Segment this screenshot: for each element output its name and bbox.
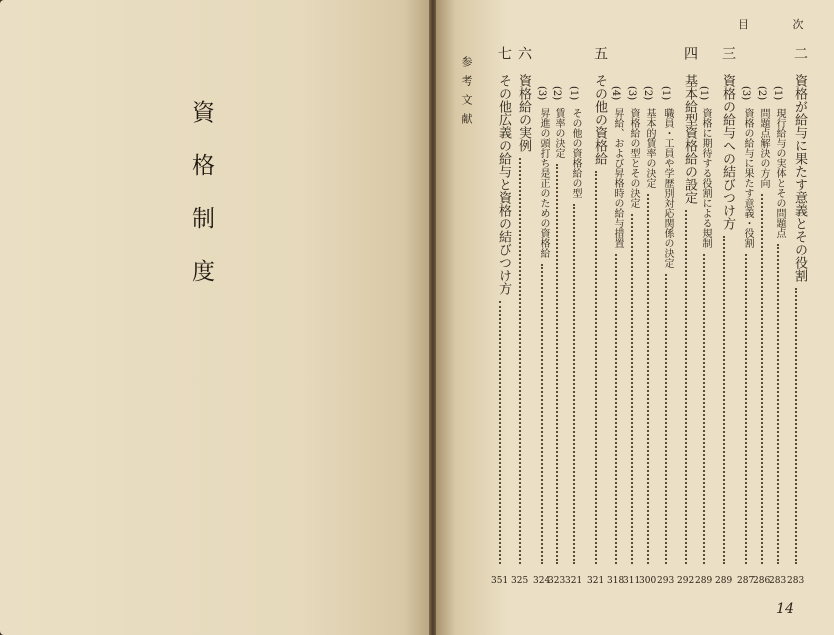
toc-entry-title: 資格の給与への結びつけ方 <box>720 74 735 230</box>
page-number: 14 <box>776 601 794 617</box>
toc-page-number: 321 <box>587 576 605 586</box>
toc-leader <box>519 158 521 564</box>
toc-entry-number: (1) <box>698 86 709 101</box>
toc-page-number: 300 <box>639 576 657 586</box>
toc-entry-title: 昇給、および昇格時の給与措置 <box>612 108 623 248</box>
toc-entry-title: 賃率の決定 <box>553 108 564 158</box>
toc-entry-number: (1) <box>772 86 783 101</box>
toc-entry-number: (1) <box>660 86 671 101</box>
toc-entry-title: 問題点解決の方向 <box>758 108 769 188</box>
toc-entry-title: 昇進の頭打ち是正のための資格給 <box>538 108 549 258</box>
toc-leader <box>723 236 725 564</box>
toc-entry-number: (1) <box>568 86 579 101</box>
toc-entry-title: 資格給の実例 <box>516 74 531 152</box>
toc-page-number: 321 <box>565 576 583 586</box>
toc-entry-title: その他の資格給の型 <box>570 108 581 198</box>
part-title: 資格制度 <box>188 100 214 312</box>
toc-page-number: 323 <box>548 576 566 586</box>
toc-leader <box>615 254 617 564</box>
toc-entry-number: (3) <box>740 86 751 101</box>
toc-page-number: 289 <box>695 576 713 586</box>
toc-entry-title: 参考文献 <box>460 56 473 132</box>
toc-entry-number: 四 <box>682 46 698 60</box>
toc-leader <box>499 301 501 564</box>
toc-entry-number: (2) <box>756 86 767 101</box>
toc-page-number: 318 <box>607 576 625 586</box>
toc-entry-number: (4) <box>610 86 621 101</box>
toc-leader <box>647 194 649 564</box>
toc-page-number: 283 <box>787 576 805 586</box>
toc-page-number: 293 <box>657 576 675 586</box>
toc-entry-number: 七 <box>496 46 512 60</box>
toc-page-number: 292 <box>677 576 695 586</box>
toc-entry-number: 六 <box>516 46 532 60</box>
toc-leader <box>665 274 667 564</box>
toc-leader <box>745 254 747 564</box>
toc-page-number: 311 <box>623 576 641 586</box>
toc-entry-title: 職員・工員や学歴別対応関係の決定 <box>662 108 673 268</box>
toc-page-number: 287 <box>737 576 755 586</box>
toc-leader <box>703 254 705 564</box>
toc-leader <box>631 214 633 564</box>
toc-entry-title: 資格に期待する役割による規制 <box>700 108 711 248</box>
toc-page-number: 324 <box>533 576 551 586</box>
toc-page-number: 325 <box>511 576 529 586</box>
toc-leader <box>541 264 543 564</box>
toc-entry-number: (2) <box>551 86 562 101</box>
toc-leader <box>573 204 575 564</box>
toc-leader <box>556 164 558 564</box>
toc-entry-title: 資格給の型とその決定 <box>628 108 639 208</box>
toc-page-number: 286 <box>753 576 771 586</box>
toc-entry-number: (3) <box>626 86 637 101</box>
toc-entry-number: 二 <box>792 46 808 60</box>
toc-entry-title: 基本給型資格給の設定 <box>682 74 697 204</box>
toc-entry-number: 五 <box>592 46 608 60</box>
toc-leader <box>795 288 797 564</box>
toc-entry-number: (2) <box>642 86 653 101</box>
toc-entry-title: 基本的賃率の決定 <box>644 108 655 188</box>
toc-leader <box>595 171 597 564</box>
toc-leader <box>777 244 779 564</box>
toc-entry-title: 資格が給与に果たす意義とその役割 <box>792 74 807 282</box>
toc-leader <box>685 210 687 564</box>
running-header: 目 次 <box>738 18 824 31</box>
toc-entry-number: 三 <box>720 46 736 60</box>
toc-entry-title: 現行給与の実体とその問題点 <box>774 108 785 238</box>
toc-page-number: 351 <box>491 576 509 586</box>
toc-entry-title: その他の資格給 <box>592 74 607 165</box>
toc-entry-title: その他広義の給与と資格の結びつけ方 <box>496 74 511 295</box>
toc-leader <box>761 194 763 564</box>
toc-entry-number: (3) <box>536 86 547 101</box>
toc-page-number: 289 <box>715 576 733 586</box>
toc-entry-title: 資格の給与に果たす意義・役割 <box>742 108 753 248</box>
toc-page-number: 283 <box>769 576 787 586</box>
